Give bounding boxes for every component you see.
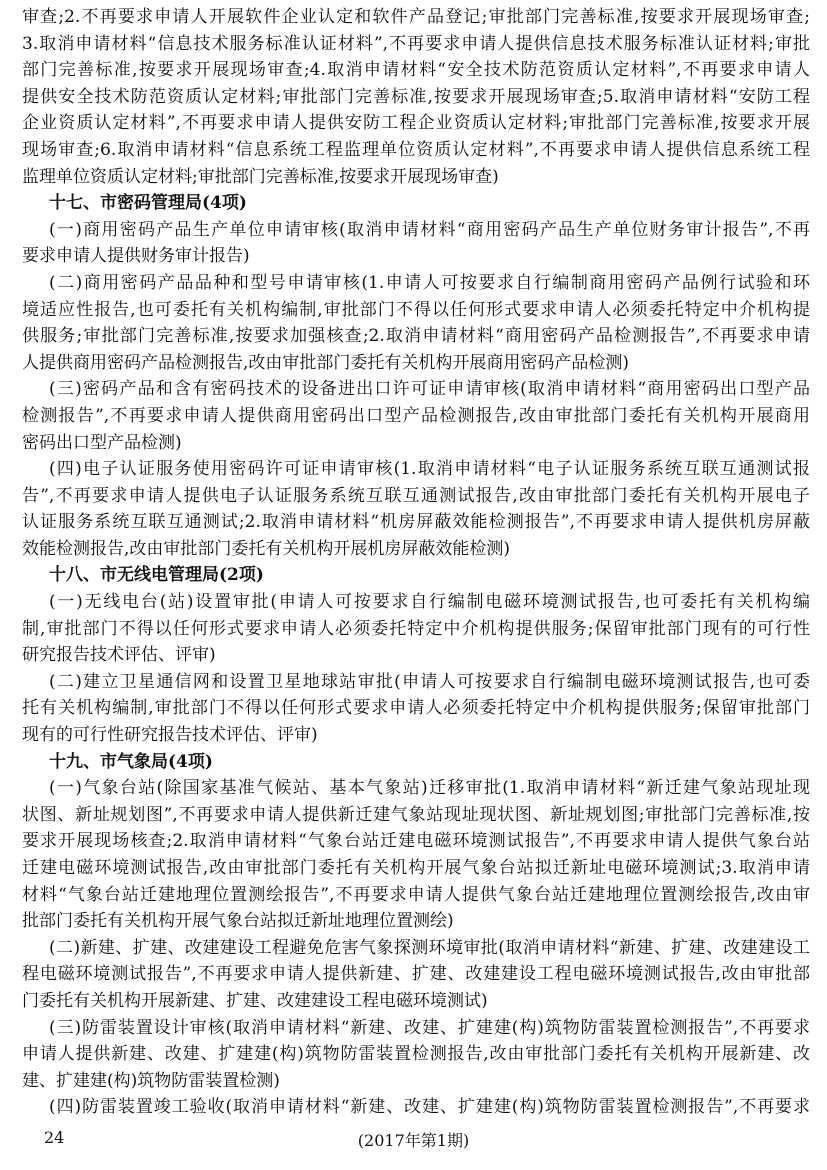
text-line: 托有关机构编制,审批部门不得以任何形式要求申请人必须委托特定中介机构提供服务;保留审批部门 [22, 698, 810, 719]
section-heading [22, 190, 810, 217]
paragraph [22, 1094, 810, 1121]
paragraph [22, 589, 810, 669]
text-line: 现有的可行性研究报告技术评估、评审) [22, 725, 318, 746]
text-line: (三)密码产品和含有密码技术的设备进出口许可证申请审核(取消申请材料“商用密码出口型产品 [49, 379, 810, 400]
section-heading [22, 562, 810, 589]
text-line: 程电磁环境测试报告”,不再要求申请人提供新建、扩建、改建建设工程电磁环境测试报告,改由审批部 [22, 964, 810, 985]
text-line: 制,审批部门不得以任何形式要求申请人必须委托特定中介机构提供服务;保留审批部门现有的可行性 [22, 618, 810, 639]
text-line: 建、扩建建(构)筑物防雷装置检测) [22, 1070, 280, 1091]
text-line: 批部门委托有关机构开展气象台站拟迁新址地理位置测绘) [22, 911, 454, 932]
text-line: 材料“气象台站迁建地理位置测绘报告”,不再要求申请人提供气象台站迁建地理位置测绘报告,改由审 [22, 884, 810, 905]
text-line: 研究报告技术评估、评审) [22, 645, 216, 666]
text-line: 认证服务系统互联互通测试;2.取消申请材料“机房屏蔽效能检测报告”,不再要求申请人提供机房屏蔽 [22, 512, 810, 533]
text-line: (一)气象台站(除国家基准气候站、基本气象站)迁移审批(1.取消申请材料“新迁建气象站现址现 [49, 778, 810, 799]
page-number: 24 [44, 1128, 65, 1147]
text-line: 迁建电磁环境测试报告,改由审批部门委托有关机构开展气象台站拟迁新址电磁环境测试;3.取消申请 [22, 858, 810, 878]
text-line: 十七、市密码管理局(4项) [49, 193, 247, 214]
text-line: 监理单位资质认定材料;审批部门完善标准,按要求开展现场审查) [22, 166, 499, 187]
text-line: 提供安全技术防范资质认定材料;审批部门完善标准,按要求开展现场审查;5.取消申请材料“安防工程 [22, 86, 810, 107]
text-line: (二)新建、扩建、改建建设工程避免危害气象探测环境审批(取消申请材料“新建、扩建、改建建设工 [49, 937, 810, 958]
paragraph [22, 217, 810, 270]
text-line: (四)防雷装置竣工验收(取消申请材料“新建、改建、扩建建(构)筑物防雷装置检测报告”,不再要求 [49, 1097, 810, 1118]
issue-label: (2017年第1期) [357, 1131, 470, 1150]
document-body [22, 4, 810, 1121]
text-line: 要求开展现场核查;2.取消申请材料“气象台站迁建电磁环境测试报告”,不再要求申请人提供气象台站 [22, 831, 810, 852]
paragraph [22, 935, 810, 1015]
text-line: 3.取消申请材料“信息技术服务标准认证材料”,不再要求申请人提供信息技术服务标准认证材料;审批 [22, 33, 810, 54]
text-line: 状图、新址规划图”,不再要求申请人提供新迁建气象站现址现状图、新址规划图;审批部门完善标准,按 [22, 804, 810, 825]
paragraph [22, 456, 810, 562]
text-line: 密码出口型产品检测) [22, 432, 182, 453]
text-line: 人提供商用密码产品检测报告,改由审批部门委托有关机构开展商用密码产品检测) [22, 352, 630, 373]
text-line: 境适应性报告,也可委托有关机构编制,审批部门不得以任何形式要求申请人必须委托特定中介机构提 [22, 299, 810, 320]
text-line: 告”,不再要求申请人提供电子认证服务系统互联互通测试报告,改由审批部门委托有关机构开展电子 [22, 485, 810, 506]
paragraph [22, 4, 810, 190]
text-line: 审查;2.不再要求申请人开展软件企业认定和软件产品登记;审批部门完善标准,按要求开展现场审查; [22, 7, 810, 27]
paragraph [22, 1015, 810, 1095]
text-line: 门委托有关机构开展新建、扩建、改建建设工程电磁环境测试) [22, 990, 488, 1011]
text-line: (二)商用密码产品品种和型号申请审核(1.申请人可按要求自行编制商用密码产品例行试验和环 [49, 272, 810, 293]
paragraph [22, 669, 810, 749]
text-line: (三)防雷装置设计审核(取消申请材料“新建、改建、扩建建(构)筑物防雷装置检测报告”,不再要求 [49, 1017, 810, 1038]
text-line: 现场审查;6.取消申请材料“信息系统工程监理单位资质认定材料”,不再要求申请人提供信息系统工程 [22, 139, 810, 160]
text-line: 供服务;审批部门完善标准,按要求加强核查;2.取消申请材料“商用密码产品检测报告”,不再要求申请 [22, 326, 810, 347]
text-line: 十八、市无线电管理局(2项) [49, 565, 264, 586]
paragraph [22, 270, 810, 376]
text-line: 企业资质认定材料”,不再要求申请人提供安防工程企业资质认定材料;审批部门完善标准,按要求开展 [22, 113, 810, 134]
text-line: 效能检测报告,改由审批部门委托有关机构开展机房屏蔽效能检测) [22, 538, 511, 559]
text-line: 部门完善标准,按要求开展现场审查;4.取消申请材料“安全技术防范资质认定材料”,不再要求申请人 [22, 60, 810, 81]
paragraph [22, 775, 810, 935]
text-line: (一)无线电台(站)设置审批(申请人可按要求自行编制电磁环境测试报告,也可委托有关机构编 [49, 592, 810, 613]
text-line: (一)商用密码产品生产单位申请审核(取消申请材料“商用密码产品生产单位财务审计报告”,不再 [49, 219, 810, 240]
text-line: 十九、市气象局(4项) [49, 751, 213, 772]
text-line: (四)电子认证服务使用密码许可证申请审核(1.取消申请材料“电子认证服务系统互联互通测试报 [49, 459, 810, 480]
text-line: 申请人提供新建、改建、扩建建(构)筑物防雷装置检测报告,改由审批部门委托有关机构开展新建、改 [22, 1044, 810, 1065]
text-line: 要求申请人提供财务审计报告) [22, 246, 250, 267]
text-line: (二)建立卫星通信网和设置卫星地球站审批(申请人可按要求自行编制电磁环境测试报告,也可委 [49, 671, 810, 692]
section-heading [22, 749, 810, 776]
text-line: 检测报告”,不再要求申请人提供商用密码出口型产品检测报告,改由审批部门委托有关机构开展商用 [22, 405, 810, 426]
paragraph [22, 376, 810, 456]
